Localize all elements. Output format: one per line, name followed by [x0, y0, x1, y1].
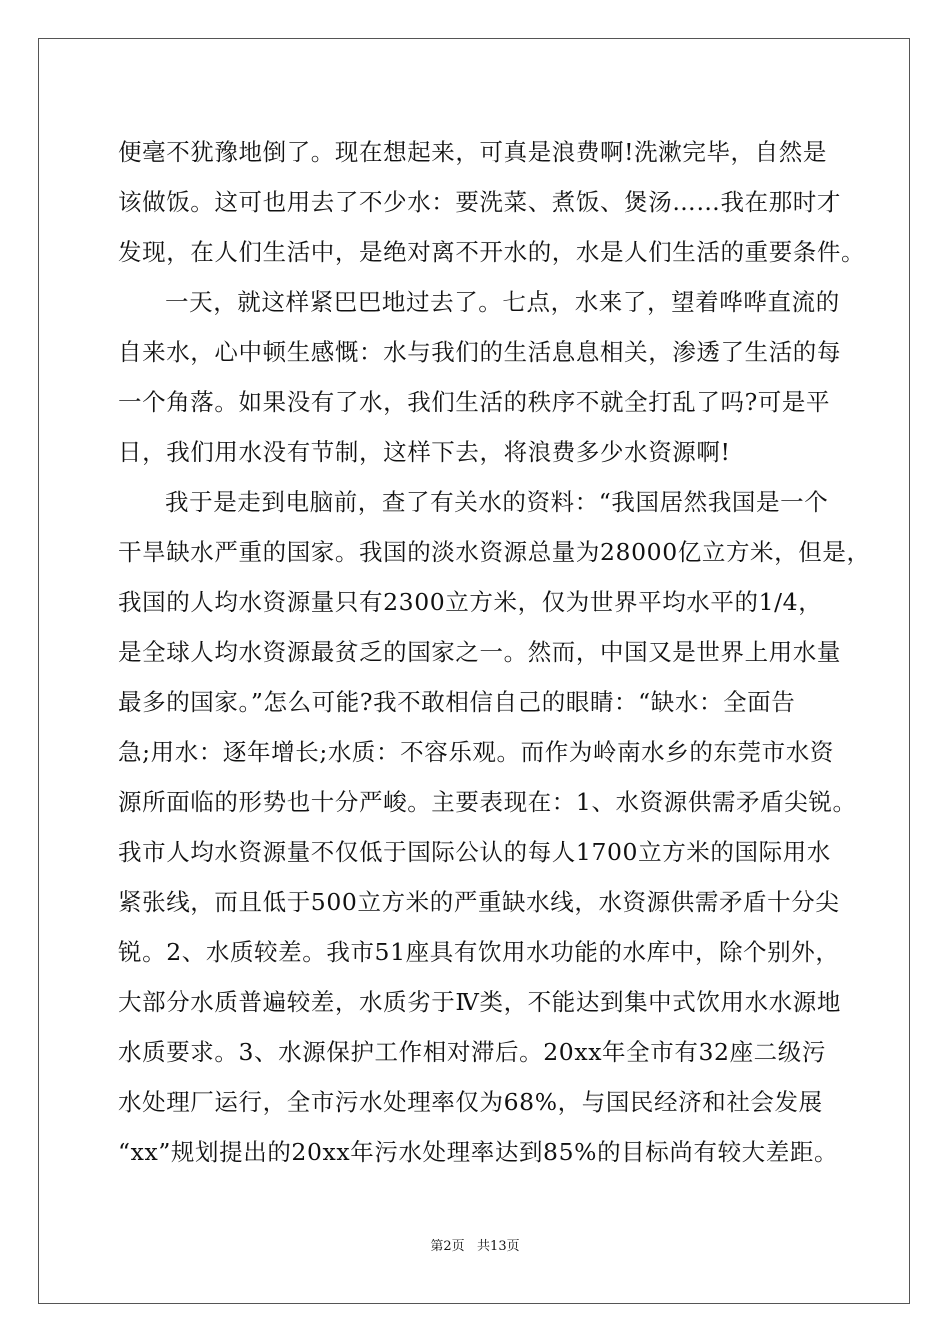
text-line: 一个角落。如果没有了水，我们生活的秩序不就全打乱了吗?可是平 [118, 388, 831, 416]
text-line: 急;用水：逐年增长;水质：不容乐观。而作为岭南水乡的东莞市水资 [118, 738, 834, 766]
text-line: 水质要求。3、水源保护工作相对滞后。20xx年全市有32座二级污 [118, 1038, 826, 1066]
text-line: 该做饭。这可也用去了不少水：要洗菜、煮饭、煲汤……我在那时才 [118, 188, 841, 216]
text-line: 我市人均水资源量不仅低于国际公认的每人1700立方米的国际用水 [118, 838, 831, 866]
text-line: 自来水，心中顿生感慨：水与我们的生活息息相关，渗透了生活的每 [118, 338, 841, 366]
text-line: 干旱缺水严重的国家。我国的淡水资源总量为28000亿立方米，但是， [118, 538, 871, 566]
text-line: 便毫不犹豫地倒了。现在想起来，可真是浪费啊!洗漱完毕，自然是 [118, 138, 827, 166]
page-number-footer: 第2页 共13页 [430, 1239, 520, 1254]
document-body [118, 127, 871, 1177]
paragraph-start-line: 我于是走到电脑前，查了有关水的资料：“我国居然我国是一个 [165, 488, 829, 516]
text-line: 水处理厂运行，全市污水处理率仅为68%，与国民经济和社会发展 [118, 1088, 823, 1116]
paragraph-start-line: 一天，就这样紧巴巴地过去了。七点，水来了，望着哗哗直流的 [165, 288, 840, 316]
text-line: 锐。2、水质较差。我市51座具有饮用水功能的水库中，除个别外， [118, 938, 840, 966]
text-line: 紧张线，而且低于500立方米的严重缺水线，水资源供需矛盾十分尖 [118, 888, 840, 916]
text-line: 我国的人均水资源量只有2300立方米，仅为世界平均水平的1/4， [118, 588, 823, 616]
text-line: “xx”规划提出的20xx年污水处理率达到85%的目标尚有较大差距。 [118, 1138, 839, 1166]
text-line: 日，我们用水没有节制，这样下去，将浪费多少水资源啊! [118, 438, 731, 466]
text-line: 最多的国家。”怎么可能?我不敢相信自己的眼睛：“缺水：全面告 [118, 688, 796, 716]
text-line: 是全球人均水资源最贫乏的国家之一。然而，中国又是世界上用水量 [118, 638, 841, 666]
text-line: 大部分水质普遍较差，水质劣于Ⅳ类，不能达到集中式饮用水水源地 [118, 988, 841, 1016]
text-line: 源所面临的形势也十分严峻。主要表现在：1、水资源供需矛盾尖锐。 [118, 788, 857, 816]
text-line: 发现，在人们生活中，是绝对离不开水的，水是人们生活的重要条件。 [118, 238, 866, 266]
